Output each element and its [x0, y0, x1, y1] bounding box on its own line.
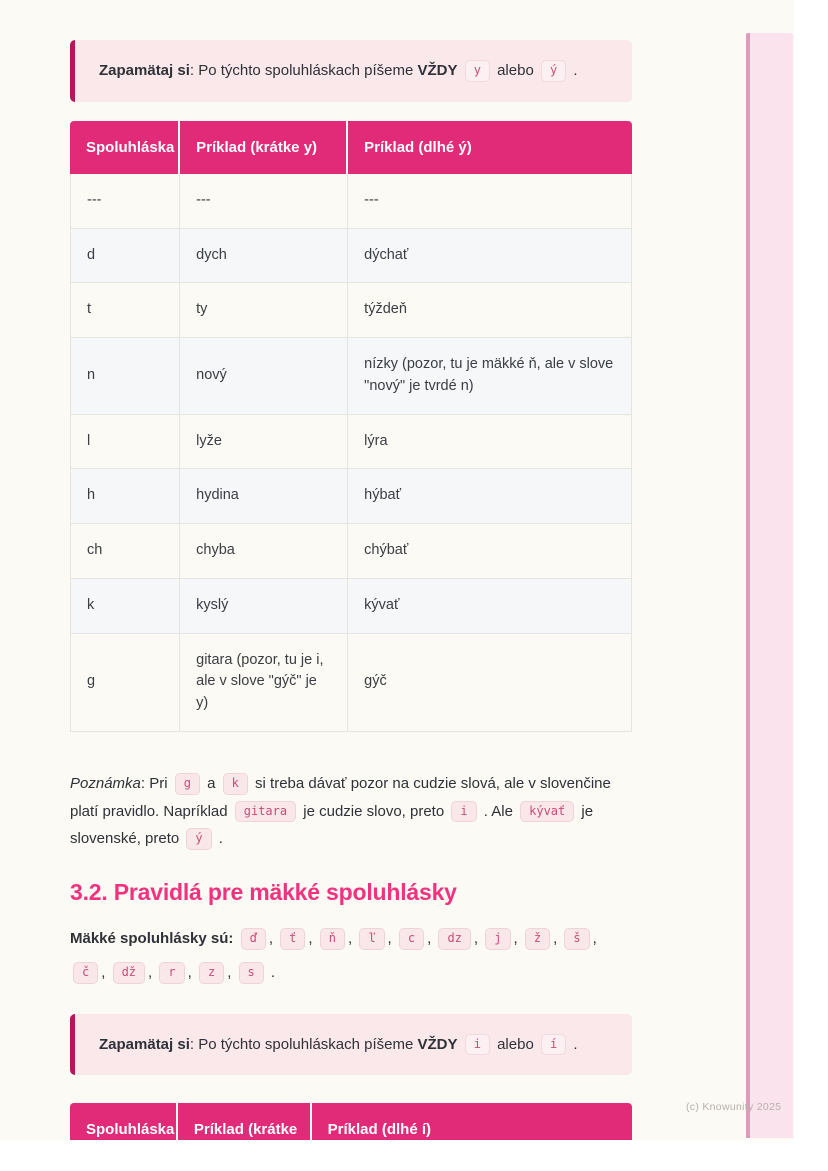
table-row [70, 283, 632, 338]
text-segment: Poznámka [70, 774, 141, 792]
text-segment: VŽDY [417, 1035, 458, 1053]
table-row [70, 524, 632, 579]
section-heading: 3.2. Pravidlá pre mäkké spoluhlásky [70, 879, 457, 906]
text-segment: . [266, 963, 276, 981]
header-row [70, 1103, 632, 1140]
table-cell: kývať [348, 579, 632, 634]
text-segment: : Po týchto spoluhláskach píšeme [189, 62, 418, 79]
text-segment: , [513, 930, 522, 948]
table-row [70, 579, 632, 634]
code-badge: dž [113, 962, 145, 984]
code-badge: gitara [235, 801, 296, 823]
table-cell: týždeň [348, 283, 632, 338]
code-badge: y [465, 60, 490, 82]
text-segment: . [214, 830, 223, 848]
soft-consonants-line [70, 922, 632, 990]
table-cell: dýchať [348, 229, 632, 284]
table-row [70, 338, 632, 415]
text-segment: : Po týchto spoluhláskach píšeme [189, 1035, 418, 1053]
table-tvrde-spoluhlasky [70, 121, 632, 732]
text-segment: Zapamätaj si [99, 1035, 190, 1053]
text-segment: VŽDY [417, 62, 458, 79]
code-badge: i [451, 801, 476, 823]
table-cell: dych [180, 229, 348, 284]
code-badge: r [159, 962, 184, 984]
text-segment: Zapamätaj si [99, 62, 190, 79]
table-cell: k [70, 579, 180, 634]
callout-zapamataj-makke [70, 1014, 632, 1076]
text-segment: , [308, 930, 317, 948]
text-segment: : Pri [140, 774, 172, 792]
table-cell: l [70, 415, 180, 470]
text-segment: a [202, 774, 220, 792]
text-segment: je cudzie slovo, preto [299, 802, 449, 820]
column-header: Príklad (krátke [178, 1103, 312, 1140]
table-cell: d [70, 229, 180, 284]
table-cell: nízky (pozor, tu je mäkké ň, ale v slove "nový" je tvrdé n) [348, 338, 632, 415]
watermark: (c) Knowunity 2025 [686, 1101, 782, 1113]
code-badge: z [199, 962, 224, 984]
column-header: Spoluhláska [70, 121, 180, 174]
text-segment: , [387, 930, 396, 948]
text-segment [458, 1036, 462, 1053]
text-segment: , [268, 930, 278, 948]
text-segment: , [473, 930, 483, 948]
text-segment [458, 62, 462, 79]
code-badge: ť [280, 928, 305, 950]
code-badge: š [564, 928, 589, 950]
table-makke-spoluhlasky [70, 1103, 632, 1140]
table-cell: kyslý [180, 579, 348, 634]
table-row [70, 415, 632, 470]
text-segment: . [569, 1035, 578, 1053]
code-badge: dz [438, 928, 470, 950]
column-header: Spoluhláska [70, 1103, 178, 1140]
text-segment: , [148, 963, 157, 981]
text-segment: , [101, 963, 110, 981]
code-badge: j [485, 928, 510, 950]
text-segment: , [592, 930, 597, 948]
table-row [70, 634, 632, 732]
table-cell: hydina [180, 469, 348, 524]
text-segment: , [347, 930, 357, 948]
table-cell: gýč [348, 634, 632, 732]
scrollbar-track[interactable] [746, 33, 793, 1138]
callout-zapamataj-tvrde [70, 40, 632, 102]
table-cell: h [70, 469, 180, 524]
table-cell: chyba [180, 524, 348, 579]
header-row [70, 121, 632, 174]
table-cell: --- [348, 174, 632, 229]
note-paragraph [70, 770, 632, 853]
table-cell: g [70, 634, 180, 732]
table-cell: hýbať [348, 469, 632, 524]
table-cell: ch [70, 524, 180, 579]
code-badge: ý [186, 828, 211, 850]
column-header: Príklad (krátke y) [180, 121, 348, 174]
table-cell: --- [70, 174, 180, 229]
table-cell: t [70, 283, 180, 338]
text-segment: alebo [492, 62, 538, 79]
code-badge: č [73, 962, 98, 984]
table-cell: gitara (pozor, tu je i, ale v slove "gýč" je y) [180, 634, 348, 732]
table-cell: n [70, 338, 180, 415]
column-header: Príklad (dlhé ý) [348, 121, 632, 174]
code-badge: kývať [520, 801, 574, 823]
text-segment: Mäkké spoluhlásky sú: [70, 930, 238, 948]
column-header: Príklad (dlhé í) [312, 1103, 632, 1140]
code-badge: í [541, 1034, 566, 1056]
code-badge: s [239, 962, 264, 984]
document-content [70, 0, 632, 1140]
text-segment: . Ale [479, 802, 518, 820]
text-segment: alebo [492, 1035, 538, 1053]
code-badge: ď [241, 928, 266, 950]
table-row [70, 229, 632, 284]
code-badge: k [223, 773, 248, 795]
text-segment: si treba dávať pozor na cudzie slová, ale v slovenčine platí pravidlo. Napríklad [70, 774, 611, 820]
text-segment: , [427, 930, 436, 948]
code-badge: g [175, 773, 200, 795]
table-cell: ty [180, 283, 348, 338]
table-cell: lýra [348, 415, 632, 470]
code-badge: i [465, 1034, 490, 1056]
code-badge: ž [525, 928, 550, 950]
text-segment: je slovenské, preto [70, 802, 594, 848]
text-segment: . [569, 62, 578, 79]
code-badge: c [399, 928, 424, 950]
code-badge: ľ [359, 928, 384, 950]
table-cell: nový [180, 338, 348, 415]
table-row [70, 174, 632, 229]
table-cell: chýbať [348, 524, 632, 579]
table-cell: --- [180, 174, 348, 229]
text-segment: , [227, 963, 236, 981]
text-segment: , [187, 963, 196, 981]
table-row [70, 469, 632, 524]
text-segment: , [553, 930, 562, 948]
code-badge: ý [541, 60, 566, 82]
code-badge: ň [320, 928, 345, 950]
table-cell: lyže [180, 415, 348, 470]
